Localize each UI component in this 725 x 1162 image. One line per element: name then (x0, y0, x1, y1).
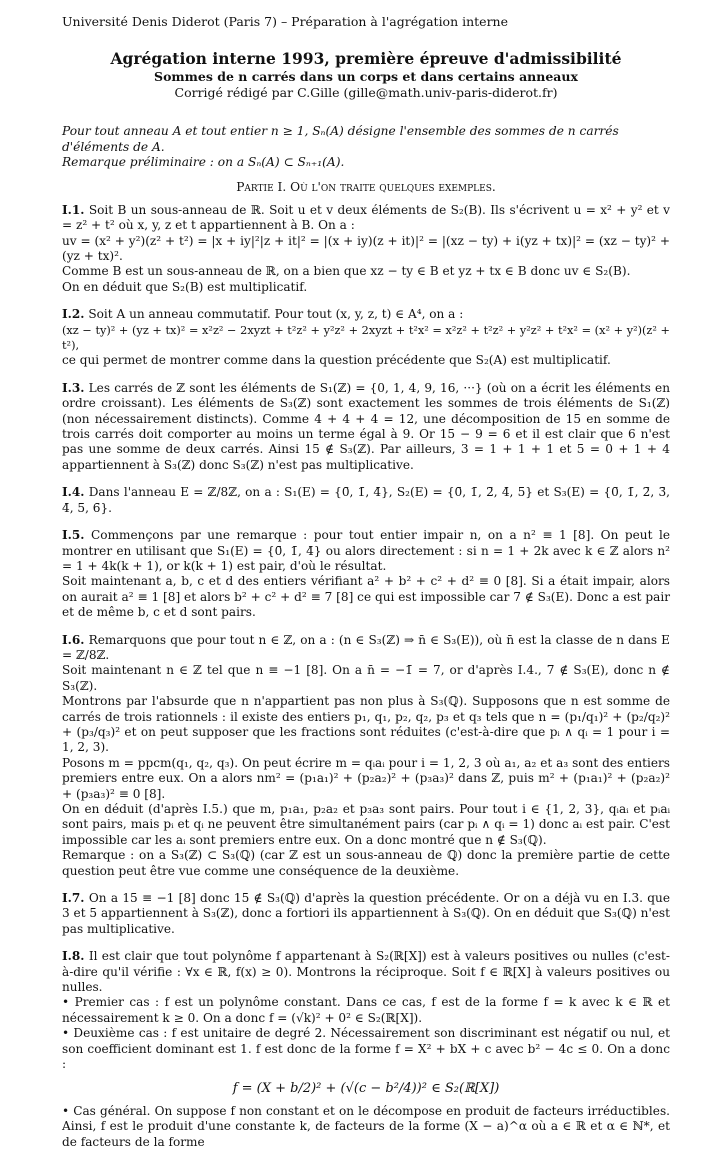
section-paragraph: ce qui permet de montrer comme dans la question précédente que S₂(A) est multiplicatif. (62, 353, 611, 368)
intro-paragraph (62, 124, 670, 171)
section-paragraph (62, 633, 670, 664)
section-text: Soit B un sous-anneau de ℝ. Soit u et v deux éléments de S₂(B). Ils s'écrivent u = x² + y² et v = z² + t² où x, y, z et t appartiennent à B. On a : (62, 202, 670, 233)
document-subtitle: Sommes de n carrés dans un corps et dans certains anneaux (154, 69, 578, 84)
section-paragraph: On en déduit (d'après I.5.) que m, p₁a₁, p₂a₂ et p₃a₃ sont pairs. Pour tout i ∈ {1, 2, 3}, qᵢaᵢ et pᵢaᵢ sont pairs, mais pᵢ et qᵢ ne peuvent être simultanément pairs (car pᵢ ∧ qᵢ = 1) donc aᵢ est pair. C'est impossible car les aᵢ sont premiers entre eux. On a donc montré que n ∉ S₃(ℚ). (62, 802, 670, 847)
section-label: I.2. (62, 307, 85, 322)
section-paragraph (62, 485, 670, 516)
section-paragraph (62, 203, 670, 234)
section-paragraph: • Deuxième cas : f est unitaire de degré 2. Nécessairement son discriminant est négatif ou nul, et son coefficient dominant est 1. f est donc de la forme f = X² + bX + c avec b² − 4c ≤ 0. On a donc : (62, 1026, 670, 1072)
section-I6 (62, 633, 670, 880)
section-label: I.5. (62, 528, 85, 543)
section-label: I.1. (62, 202, 85, 217)
running-head: Université Denis Diderot (Paris 7) – Préparation à l'agrégation interne (62, 14, 509, 29)
intro-remark: Remarque préliminaire : on a Sₙ(A) ⊂ Sₙ₊₁(A). (62, 155, 345, 170)
section-label: I.7. (62, 891, 85, 906)
section-label: I.3. (62, 380, 85, 395)
section-text: Les carrés de ℤ sont les éléments de S₁(ℤ) = {0, 1, 4, 9, 16, ···} (où on a écrit les éléments en ordre croissant). Les éléments de S₃(ℤ) sont exactement les sommes de trois éléments de S₁(ℤ) (non nécessairement distincts). Comme 4 + 4 + 4 = 12, une décomposition de 15 en somme de trois carrés doit comporter au moins un terme égal à 9. Or 15 − 9 = 6 et il est clair que 6 n'est pas une somme de deux carrés. Ainsi 15 ∉ S₃(ℤ). Par ailleurs, 3 = 1 + 1 + 1 et 5 = 0 + 1 + 4 appartiennent à S₃(ℤ) donc S₃(ℤ) n'est pas multiplicative. (62, 380, 670, 472)
intro-line: Pour tout anneau A et tout entier n ≥ 1, Sₙ(A) désigne l'ensemble des sommes de n carrés d'éléments de A. (62, 124, 619, 154)
section-I8 (62, 949, 670, 1150)
section-paragraph: On en déduit que S₂(B) est multiplicatif. (62, 279, 308, 294)
section-paragraph: Comme B est un sous-anneau de ℝ, on a bien que xz − ty ∈ B et yz + tx ∈ B donc uv ∈ S₂(B). (62, 264, 631, 279)
section-paragraph (62, 949, 670, 995)
document-title: Agrégation interne 1993, première épreuve d'admissibilité (110, 49, 622, 68)
section-paragraph: Soit maintenant n ∈ ℤ tel que n ≡ −1 [8]. On a n̄ = −1̄ = 7̄, or d'après I.4., 7̄ ∉ S₃(E), donc n ∉ S₃(ℤ). (62, 663, 670, 693)
section-text: On a 15 ≡ −1 [8] donc 15 ∉ S₃(ℚ) d'après la question précédente. Or on a déjà vu en I.3. que 3 et 5 appartiennent à S₃(ℤ), donc a fortiori ils appartiennent à S₃(ℚ). On en déduit que S₃(ℚ) n'est pas multiplicative. (62, 891, 670, 936)
section-I3 (62, 381, 670, 473)
section-I2 (62, 307, 670, 369)
section-paragraph (62, 891, 670, 937)
section-paragraph: • Cas général. On suppose f non constant et on le décompose en produit de facteurs irréductibles. Ainsi, f est le produit d'une constante k, de facteurs de la forme (X − a)^α où a ∈ ℝ et α ∈ ℕ*, et de facteurs de la forme (62, 1103, 670, 1149)
section-text: Dans l'anneau E = ℤ/8ℤ, on a : S₁(E) = {0̄, 1̄, 4̄}, S₂(E) = {0̄, 1̄, 2̄, 4̄, 5̄} et S₃(E) = {0̄, 1̄, 2̄, 3̄, 4̄, 5̄, 6̄}. (62, 485, 670, 515)
section-paragraph: Montrons par l'absurde que n n'appartient pas non plus à S₃(ℚ). Supposons que n est somme de carrés de trois rationnels : il existe des entiers p₁, q₁, p₂, q₂, p₃ et q₃ tels que n = (p₁/q₁)² + (p₂/q₂)² + (p₃/q₃)² et on peut supposer que les fractions sont réduites (c'est-à-dire que pᵢ ∧ qᵢ = 1 pour i = 1, 2, 3). (62, 694, 670, 755)
part-heading: Partie I. Où l'on traite quelques exemples. (236, 179, 496, 194)
section-I4 (62, 485, 670, 516)
section-paragraph: Soit maintenant a, b, c et d des entiers vérifiant a² + b² + c² + d² ≡ 0 [8]. Si a était impair, alors on aurait a² ≡ 1 [8] et alors b² + c² + d² ≡ 7 [8] ce qui est impossible car 7̄ ∉ S₃(E). Donc a est pair et de même b, c et d sont pairs. (62, 574, 670, 620)
section-label: I.8. (62, 949, 85, 964)
section-paragraph: Posons m = ppcm(q₁, q₂, q₃). On peut écrire m = qᵢaᵢ pour i = 1, 2, 3 où a₁, a₂ et a₃ sont des entiers premiers entre eux. On a alors nm² = (p₁a₁)² + (p₂a₂)² + (p₃a₃)² dans ℤ, puis m² + (p₁a₁)² + (p₂a₂)² + (p₃a₃)² ≡ 0 [8]. (62, 755, 670, 801)
section-paragraph: • Premier cas : f est un polynôme constant. Dans ce cas, f est de la forme f = k avec k ∈ ℝ et nécessairement k ≥ 0. On a donc f = (√k)² + 0² ∈ S₂(ℝ[X]). (62, 995, 670, 1025)
section-label: I.6. (62, 632, 85, 647)
section-paragraph (62, 528, 670, 574)
section-paragraph (62, 381, 670, 473)
document-author: Corrigé rédigé par C.Gille (gille@math.univ-paris-diderot.fr) (174, 85, 558, 100)
section-paragraph: (xz − ty)² + (yz + tx)² = x²z² − 2xyzt + t²z² + y²z² + 2xyzt + t²x² = x²z² + t²z² + y²z² + t²x² = (x² + y²)(z² + t²), (62, 323, 670, 353)
section-paragraph: Remarque : on a S₃(ℤ) ⊂ S₃(ℚ) (car ℤ est un sous-anneau de ℚ) donc la première partie de cette question peut être vue comme une conséquence de la deuxième. (62, 848, 670, 878)
section-paragraph: uv = (x² + y²)(z² + t²) = |x + iy|²|z + it|² = |(x + iy)(z + it)|² = |(xz − ty) + i(yz + tx)|² = (xz − ty)² + (yz + tx)². (62, 233, 670, 263)
section-paragraph (62, 307, 670, 322)
section-text: Il est clair que tout polynôme f appartenant à S₂(ℝ[X]) est à valeurs positives ou nulles (c'est-à-dire qu'il vérifie : ∀x ∈ ℝ, f(x) ≥ 0). Montrons la réciproque. Soit f ∈ ℝ[X] à valeurs positives ou nulles. (62, 949, 670, 995)
section-I1 (62, 203, 670, 295)
section-text: Remarquons que pour tout n ∈ ℤ, on a : (n ∈ S₃(ℤ) ⇒ n̄ ∈ S₃(E)), où n̄ est la classe de n dans E = ℤ/8ℤ. (62, 632, 670, 662)
section-text: Soit A un anneau commutatif. Pour tout (x, y, z, t) ∈ A⁴, on a : (88, 307, 464, 322)
section-I7 (62, 891, 670, 937)
section-I5 (62, 528, 670, 620)
document-page (62, 14, 670, 1162)
section-label: I.4. (62, 485, 85, 500)
display-formula: f = (X + b/2)² + (√(c − b²/4))² ∈ S₂(ℝ[X]) (232, 1080, 500, 1096)
section-text: Commençons par une remarque : pour tout entier impair n, on a n² ≡ 1 [8]. On peut le montrer en utilisant que S₁(E) = {0̄, 1̄, 4̄} ou alors directement : si n = 1 + 2k avec k ∈ ℤ alors n² = 1 + 4k(k + 1), or k(k + 1) est pair, d'où le résultat. (62, 528, 670, 573)
